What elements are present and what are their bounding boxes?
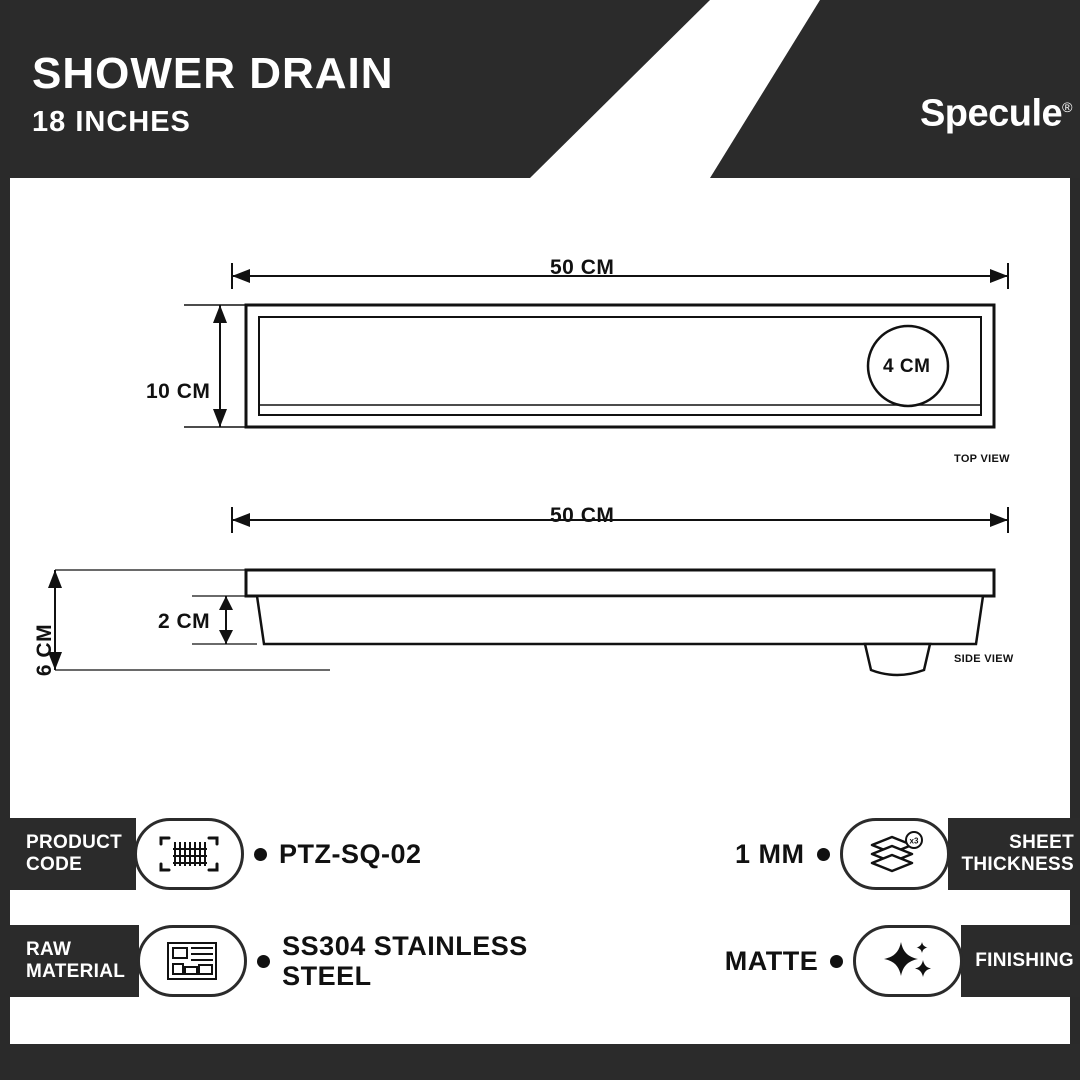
page-subtitle: 18 INCHES — [32, 106, 191, 138]
side-view-length-label: 50 CM — [550, 504, 615, 527]
top-view-tag: TOP VIEW — [954, 453, 1010, 465]
spec-label-line1: RAW — [26, 939, 72, 960]
spec-product-code — [10, 818, 422, 890]
sparkle-icon — [853, 925, 963, 997]
brand-logo — [920, 88, 1072, 133]
side-view-height-label: 6 CM — [33, 623, 56, 677]
spec-product-code-label — [10, 818, 136, 890]
barcode-icon — [134, 818, 244, 890]
spec-finishing-label — [961, 925, 1080, 997]
spec-finishing — [725, 925, 1080, 997]
svg-text:x3: x3 — [909, 836, 918, 846]
spec-label-line2: MATERIAL — [26, 961, 126, 982]
side-view-drawing — [10, 498, 1080, 788]
spec-bullet-dot — [830, 955, 843, 968]
brand-registered-mark: ® — [1062, 99, 1072, 115]
spec-raw-material-value: SS304 STAINLESS STEEL — [282, 931, 528, 991]
spec-label-line1: SHEET — [1009, 832, 1074, 853]
side-view-body-height-label: 2 CM — [158, 610, 211, 633]
spec-label-line1: PRODUCT — [26, 832, 123, 853]
spec-raw-material — [10, 925, 582, 997]
spec-bullet-dot — [254, 848, 267, 861]
spec-sheet-thickness-label — [948, 818, 1080, 890]
spec-raw-material-label — [10, 925, 139, 997]
side-view-tag: SIDE VIEW — [954, 653, 1014, 665]
material-blocks-icon — [137, 925, 247, 997]
spec-label-line1: FINISHING — [975, 950, 1074, 971]
sheet-layers-icon — [840, 818, 950, 890]
top-view-length-label: 50 CM — [550, 256, 615, 279]
title-block — [32, 49, 394, 138]
page-title: SHOWER DRAIN — [32, 49, 394, 98]
brand-name: Specule — [919, 92, 1063, 135]
header — [10, 0, 1080, 178]
top-view-width-label: 10 CM — [146, 380, 211, 403]
spec-sheet-thickness-value: 1 MM — [735, 839, 805, 869]
spec-product-code-value: PTZ-SQ-02 — [279, 839, 422, 869]
spec-rows — [10, 800, 1080, 1035]
spec-label-line2: THICKNESS — [961, 854, 1074, 875]
spec-bullet-dot — [257, 955, 270, 968]
spec-label-line2: CODE — [26, 854, 83, 875]
spec-sheet-thickness — [735, 818, 1080, 890]
technical-drawings — [10, 178, 1080, 788]
top-view-hole-label: 4 CM — [883, 356, 931, 377]
footer-bar — [10, 1044, 1080, 1080]
spec-finishing-value: MATTE — [724, 946, 819, 976]
spec-bullet-dot — [817, 848, 830, 861]
